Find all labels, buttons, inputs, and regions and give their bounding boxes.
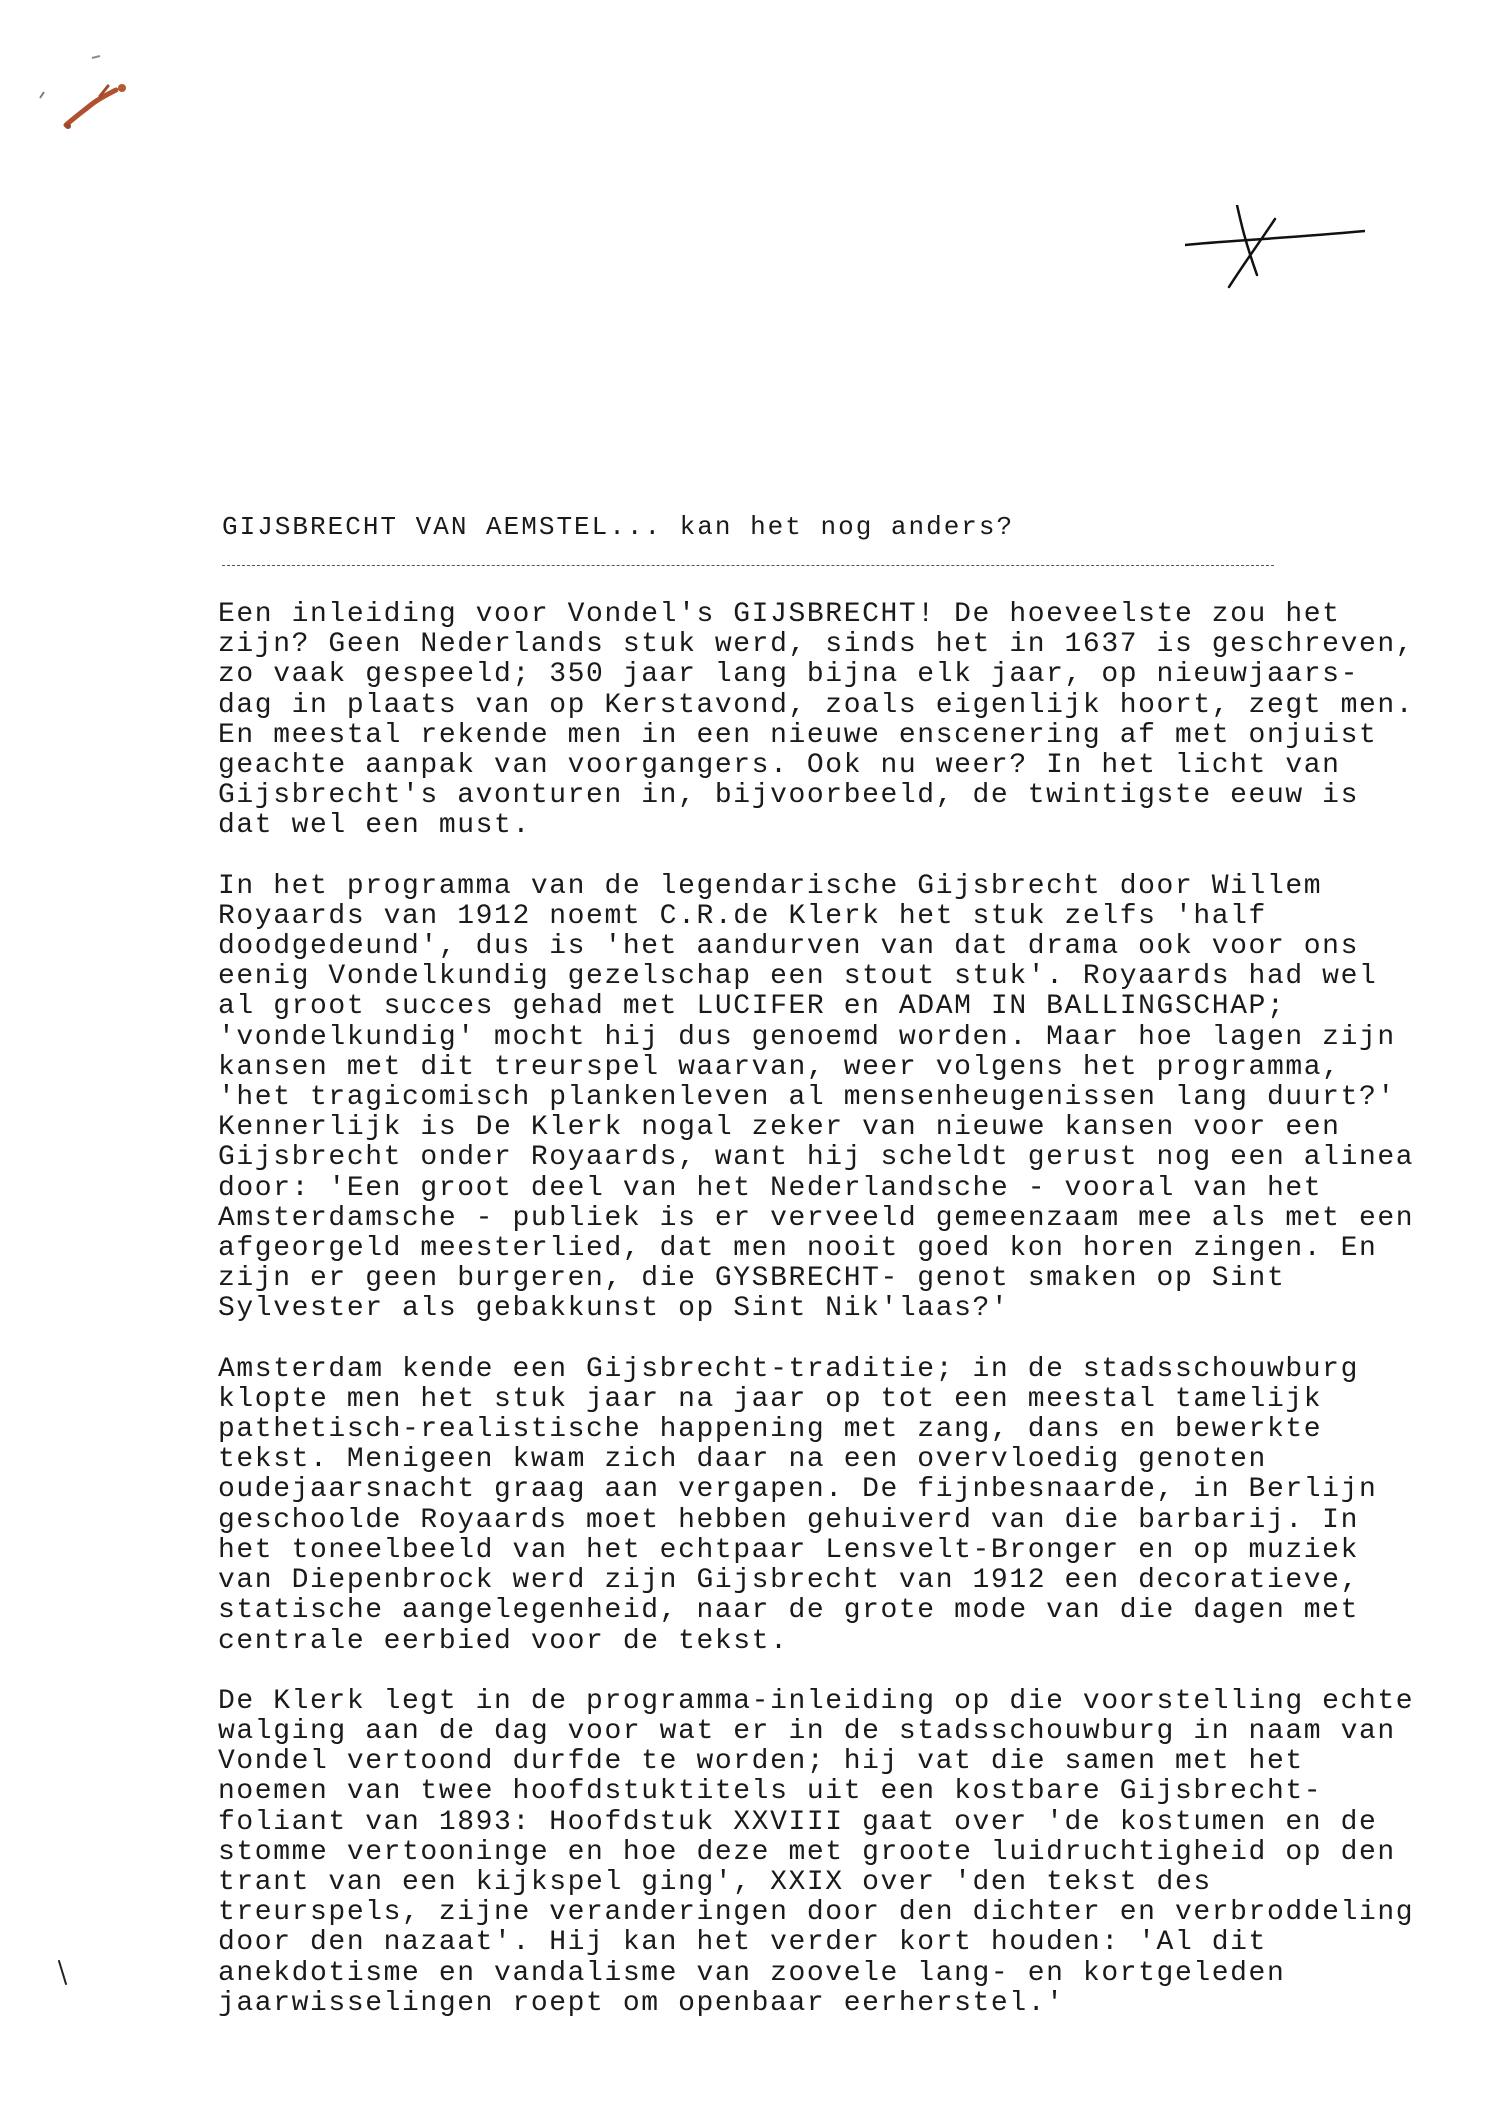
paragraph-line: klopte men het stuk jaar na jaar op tot een meestal tamelijk — [218, 1383, 1323, 1415]
paragraph-line: centrale eerbied voor de tekst. — [218, 1625, 789, 1657]
paragraph-line: kansen met dit treurspel waarvan, weer volgens het programma, — [218, 1051, 1341, 1083]
paragraph-line: zijn er geen burgeren, die GYSBRECHT- genot smaken op Sint — [218, 1263, 1286, 1295]
document-body — [218, 599, 1415, 2049]
stain-mark — [30, 40, 150, 140]
title-underline — [222, 565, 1274, 566]
paragraph-line: pathetisch-realistische happening met zang, dans en bewerkte — [218, 1414, 1323, 1446]
paragraph-line: eenig Vondelkundig gezelschap een stout stuk'. Royaards had wel — [218, 961, 1378, 993]
paragraph-line: Een inleiding voor Vondel's GIJSBRECHT! De hoeveelste zou het — [218, 599, 1341, 630]
paragraph-line: trant van een kijkspel ging', XXIX over 'den tekst des — [218, 1866, 1212, 1898]
paragraph-line: walging aan de dag voor wat er in de stadsschouwburg in naam van — [218, 1715, 1396, 1747]
paragraph-line: zo vaak gespeeld; 350 jaar lang bijna elk jaar, op nieuwjaars- — [218, 659, 1359, 691]
paragraph-line: het toneelbeeld van het echtpaar Lensvelt-Bronger en op muziek — [218, 1534, 1359, 1566]
paragraph-line: doodgedeund', dus is 'het aandurven van dat drama ook voor ons — [218, 931, 1359, 963]
paragraph — [218, 599, 1415, 842]
paragraph-line: al groot succes gehad met LUCIFER en ADAM IN BALLINGSCHAP; — [218, 991, 1286, 1023]
margin-tick-mark — [58, 1960, 68, 1986]
paragraph-line: Royaards van 1912 noemt C.R.de Klerk het stuk zelfs 'half — [218, 900, 1267, 932]
paragraph-line: tekst. Menigeen kwam zich daar na een overvloedig genoten — [218, 1444, 1267, 1476]
paragraph-line: Gijsbrecht onder Royaards, want hij scheldt gerust nog een alinea — [218, 1142, 1415, 1174]
paragraph-line: 'het tragicomisch plankenleven al mensenheugenissen lang duurt?' — [218, 1082, 1396, 1114]
paragraph-line: anekdotisme en vandalisme van zoovele lang- en kortgeleden — [218, 1957, 1286, 1989]
paragraph-line: De Klerk legt in de programma-inleiding op die voorstelling echte — [218, 1685, 1415, 1717]
paragraph-line: noemen van twee hoofdstuktitels uit een kostbare Gijsbrecht- — [218, 1776, 1323, 1808]
paragraph — [218, 1685, 1415, 2019]
paragraph-line: zijn? Geen Nederlands stuk werd, sinds het in 1637 is geschreven, — [218, 629, 1415, 661]
paragraph-line: statische aangelegenheid, naar de grote mode van die dagen met — [218, 1595, 1359, 1627]
paragraph-line: dag in plaats van op Kerstavond, zoals eigenlijk hoort, zegt men. — [218, 689, 1415, 721]
paragraph-line: Kennerlijk is De Klerk nogal zeker van nieuwe kansen voor een — [218, 1112, 1341, 1144]
paragraph-line: geschoolde Royaards moet hebben gehuiverd van die barbarij. In — [218, 1504, 1359, 1536]
paragraph-line: En meestal rekende men in een nieuwe enscenering af met onjuist — [218, 719, 1378, 751]
paragraph-line: oudejaarsnacht graag aan vergapen. De fijnbesnaarde, in Berlijn — [218, 1474, 1378, 1506]
paragraph — [218, 1355, 1398, 1657]
handwritten-x-mark — [1185, 205, 1365, 295]
paragraph-line: Sylvester als gebakkunst op Sint Nik'laas?' — [218, 1293, 1010, 1325]
paragraph-line: Vondel vertoond durfde te worden; hij vat die samen met het — [218, 1746, 1304, 1778]
paragraph-line: Amsterdamsche - publiek is er verveeld gemeenzaam mee als met een — [218, 1202, 1415, 1234]
paragraph-line: van Diepenbrock werd zijn Gijsbrecht van 1912 een decoratieve, — [218, 1565, 1359, 1597]
paragraph-line: door den nazaat'. Hij kan het verder kort houden: 'Al dit — [218, 1927, 1267, 1959]
paragraph-line: dat wel een must. — [218, 810, 531, 842]
paragraph-line: stomme vertooninge en hoe deze met groote luidruchtigheid op den — [218, 1836, 1396, 1868]
paragraph-line: Gijsbrecht's avonturen in, bijvoorbeeld, de twintigste eeuw is — [218, 780, 1359, 812]
paragraph-line: In het programma van de legendarische Gijsbrecht door Willem — [218, 870, 1323, 902]
paragraph-line: 'vondelkundig' mocht hij dus genoemd worden. Maar hoe lagen zijn — [218, 1021, 1396, 1053]
paragraph-line: geachte aanpak van voorgangers. Ook nu weer? In het licht van — [218, 750, 1341, 782]
paragraph — [218, 870, 1415, 1325]
paragraph-line: afgeorgeld meesterlied, dat men nooit goed kon horen zingen. En — [218, 1233, 1378, 1265]
paragraph-line: Amsterdam kende een Gijsbrecht-traditie; in de stadsschouwburg — [218, 1353, 1359, 1385]
document-title: GIJSBRECHT VAN AEMSTEL... kan het nog anders? — [222, 512, 1015, 542]
paragraph-line: door: 'Een groot deel van het Nederlandsche - vooral van het — [218, 1172, 1323, 1204]
paragraph-line: jaarwisselingen roept om openbaar eerherstel.' — [218, 1987, 1065, 2019]
paragraph-line: foliant van 1893: Hoofdstuk XXVIII gaat over 'de kostumen en de — [218, 1806, 1378, 1838]
paragraph-line: treurspels, zijne veranderingen door den dichter en verbroddeling — [218, 1897, 1415, 1929]
